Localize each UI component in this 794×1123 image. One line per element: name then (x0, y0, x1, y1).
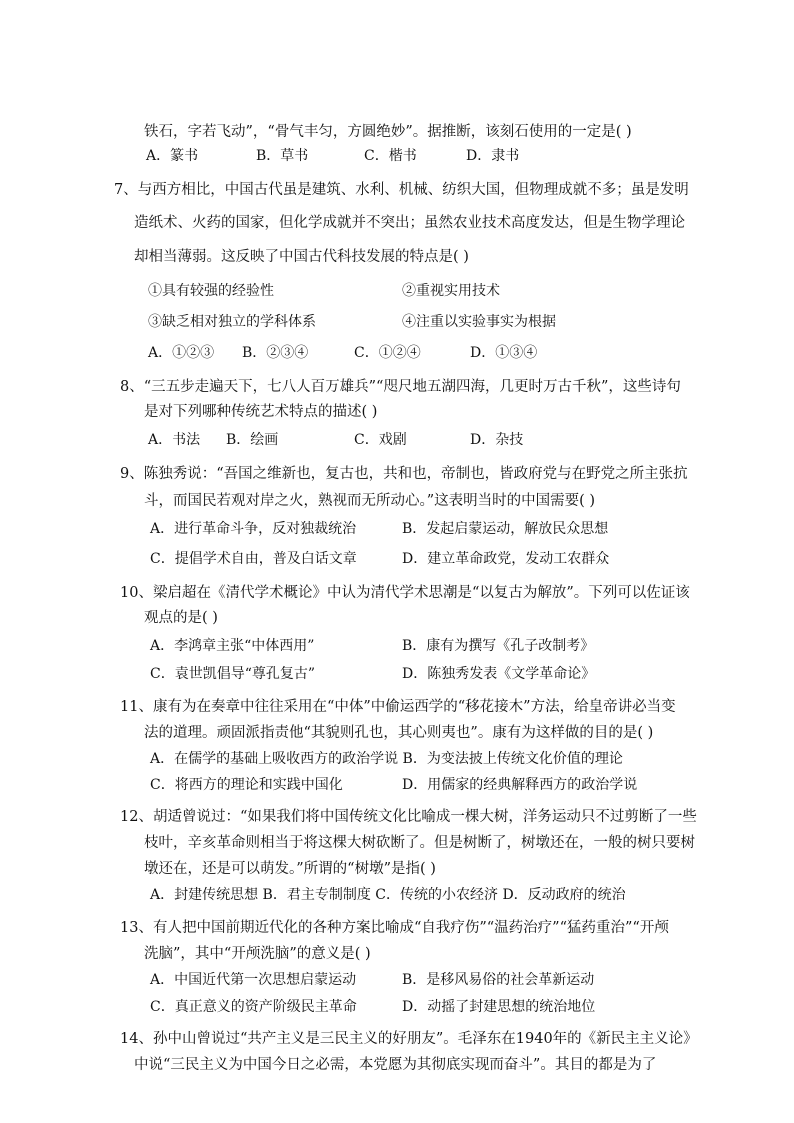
q10-option-d[interactable]: D．陈独秀发表《文学革命论》 (402, 666, 596, 682)
q9-line-1: 9、陈独秀说：“吾国之维新也，复古也，共和也，帝制也，皆政府党与在野党之所主张抗 (120, 466, 688, 482)
q10-option-c[interactable]: C．袁世凯倡导“尊孔复古” (150, 666, 316, 682)
q9-option-c[interactable]: C．提倡学术自由，普及白话文章 (150, 551, 357, 567)
q6-option-b[interactable]: B．草书 (256, 148, 309, 164)
q7-option-b[interactable]: B．②③④ (242, 345, 309, 361)
q8-line-2: 是对下列哪种传统艺术特点的描述( ) (144, 404, 378, 420)
q8-line-1: 8、“三五步走遍天下，七八人百万雄兵”“咫尺地五湖四海，几更时万古千秋”，这些诗句 (120, 379, 681, 395)
q7-line-2: 造纸术、火药的国家，但化学成就并不突出；虽然农业技术高度发达，但是生物学理论 (134, 215, 685, 231)
q8-option-b[interactable]: B．绘画 (226, 432, 279, 448)
q11-option-a-b[interactable]: A．在儒学的基础上吸收西方的政治学说 B．为变法披上传统文化价值的理论 (150, 751, 623, 767)
q12-line-1: 12、胡适曾说过：“如果我们将中国传统文化比喻成一棵大树，洋务运动只不过剪断了一些 (120, 809, 697, 825)
q12-line-3: 墩还在，还是可以萌发。”所谓的“树墩”是指( ) (144, 861, 436, 877)
q13-option-b[interactable]: B．是移风易俗的社会革新运动 (402, 972, 595, 988)
q11-option-d[interactable]: D．用儒家的经典解释西方的政治学说 (402, 777, 638, 793)
q13-option-a[interactable]: A．中国近代第一次思想启蒙运动 (150, 972, 357, 988)
q6-option-c[interactable]: C．楷书 (364, 148, 417, 164)
q10-option-a[interactable]: A．李鸿章主张“中体西用” (150, 638, 315, 654)
q7-line-1: 7、与西方相比，中国古代虽是建筑、水利、机械、纺织大国，但物理成就不多；虽是发明 (114, 182, 689, 198)
q7-item-2: ②重视实用技术 (402, 283, 500, 299)
q9-option-d[interactable]: D．建立革命政党，发动工农群众 (402, 551, 610, 567)
q12-line-2: 枝叶，辛亥革命则相当于将这棵大树砍断了。但是树断了，树墩还在，一般的树只要树 (144, 835, 695, 851)
q6-option-d[interactable]: D．隶书 (466, 148, 520, 164)
q13-line-1: 13、有人把中国前期近代化的各种方案比喻成“自我疗伤”“温药治疗”“猛药重治”“开颅 (120, 920, 669, 936)
q10-line-2: 观点的是( ) (144, 610, 218, 626)
q9-line-2: 斗，而国民若观对岸之火，熟视而无所动心。”这表明当时的中国需要( ) (144, 493, 596, 509)
q14-line-2: 中说“三民主义为中国今日之必需，本党愿为其彻底实现而奋斗”。其目的都是为了 (134, 1057, 657, 1073)
q11-line-1: 11、康有为在奏章中往往采用在“中体”中偷运西学的“移花接木”方法，给皇帝讲必当变 (120, 699, 676, 715)
q7-item-1: ①具有较强的经验性 (148, 283, 274, 299)
q9-option-b[interactable]: B．发起启蒙运动，解放民众思想 (402, 521, 609, 537)
q8-option-c[interactable]: C．戏剧 (354, 432, 407, 448)
q11-option-c[interactable]: C．将西方的理论和实践中国化 (150, 777, 343, 793)
q10-line-1: 10、梁启超在《清代学术概论》中认为清代学术思潮是“以复古为解放”。下列可以佐证该 (120, 585, 690, 601)
q7-option-c[interactable]: C．①②④ (354, 345, 421, 361)
q13-line-2: 洗脑”，其中“开颅洗脑”的意义是( ) (144, 946, 371, 962)
q12-options[interactable]: A．封建传统思想 B．君主专制制度 C．传统的小农经济 D．反动政府的统治 (150, 887, 626, 903)
q13-option-d[interactable]: D．动摇了封建思想的统治地位 (402, 999, 596, 1015)
q7-item-4: ④注重以实验事实为根据 (402, 314, 556, 330)
q8-option-a[interactable]: A．书法 (148, 432, 201, 448)
q7-item-3: ③缺乏相对独立的学科体系 (148, 314, 316, 330)
q10-option-b[interactable]: B．康有为撰写《孔子改制考》 (402, 638, 595, 654)
q7-option-a[interactable]: A．①②③ (148, 345, 215, 361)
q6-option-a[interactable]: A．篆书 (146, 148, 199, 164)
q13-option-c[interactable]: C．真正意义的资产阶级民主革命 (150, 999, 357, 1015)
q11-line-2: 法的道理。顽固派指责他“其貌则孔也，其心则夷也”。康有为这样做的目的是( ) (144, 725, 654, 741)
q7-line-3: 却相当薄弱。这反映了中国古代科技发展的特点是( ) (134, 249, 469, 265)
q9-option-a[interactable]: A．进行革命斗争，反对独裁统治 (150, 521, 357, 537)
q14-line-1: 14、孙中山曾说过“共产主义是三民主义的好朋友”。毛泽东在1940年的《新民主主义论》 (120, 1031, 698, 1047)
q8-option-d[interactable]: D．杂技 (470, 432, 524, 448)
q6-text: 铁石，字若飞动”，“骨气丰匀，方圆绝妙”。据推断，该刻石使用的一定是( ) (144, 124, 632, 140)
q7-option-d[interactable]: D．①③④ (470, 345, 538, 361)
